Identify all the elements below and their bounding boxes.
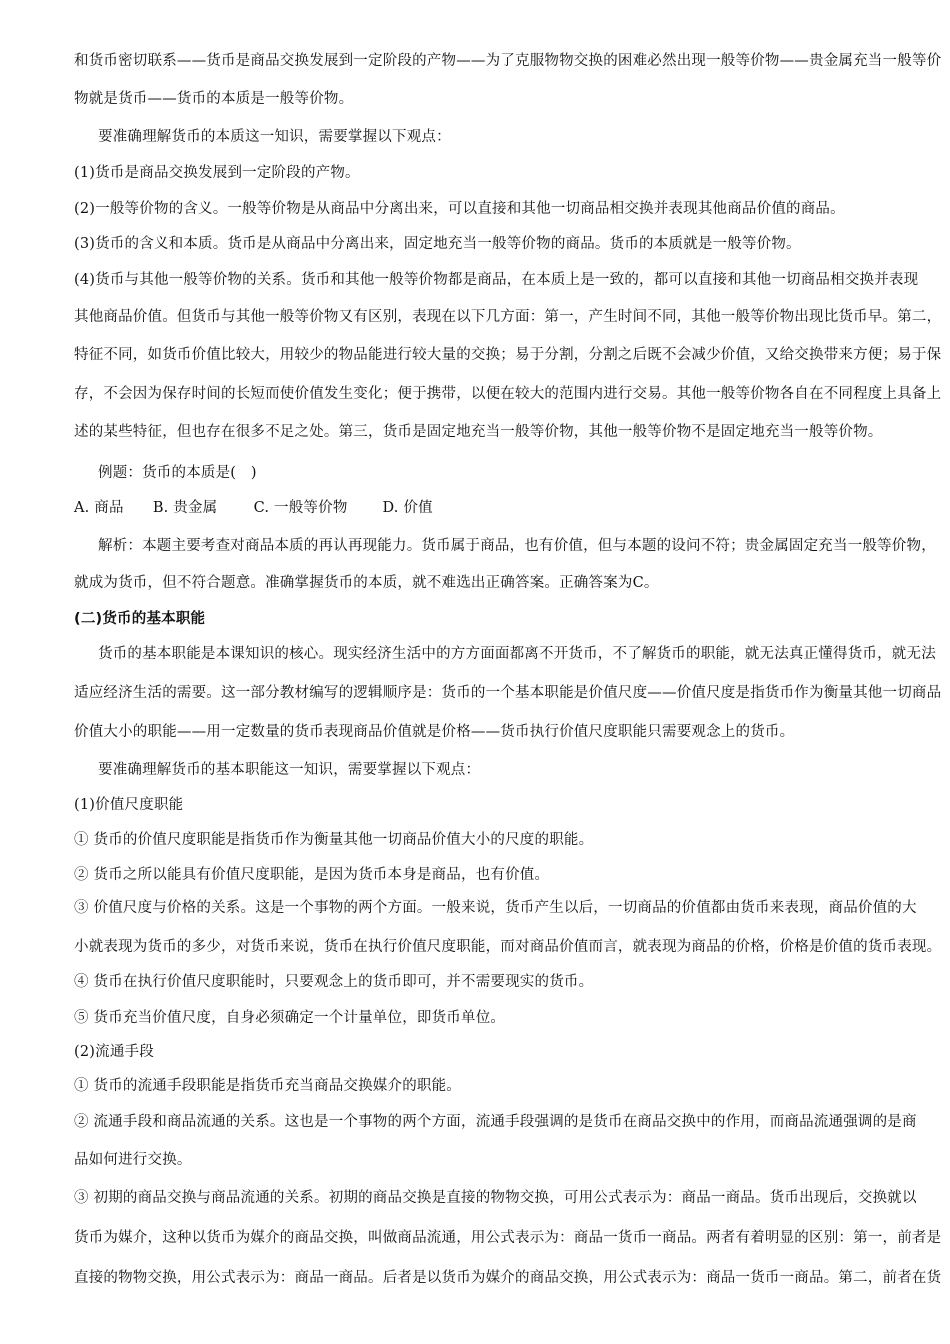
circulation-item-line: ② 流通手段和商品流通的关系。这也是一个事物的两个方面，流通手段强调的是货币在商品交换中的作用，而商品流通强调的是商 <box>74 1114 917 1130</box>
point-3: (3)货币的含义和本质。货币是从商品中分离出来，固定地充当一般等价物的商品。货币的本质就是一般等价物。 <box>74 236 801 252</box>
point-2: (2)一般等价物的含义。一般等价物是从商品中分离出来，可以直接和其他一切商品相交换并表现其他商品价值的商品。 <box>74 201 845 217</box>
circulation-item-line: 品如何进行交换。 <box>74 1152 192 1168</box>
value-measure-item-line: 小就表现为货币的多少，对货币来说，货币在执行价值尺度职能，而对商品价值而言，就表现为商品的价格，价格是价值的货币表现。 <box>74 939 942 955</box>
point-4-line: 存，不会因为保存时间的长短而使价值发生变化；便于携带，以便在较大的范围内进行交易。其他一般等价物各自在不同程度上具备上 <box>74 386 942 402</box>
value-measure-title: (1)价值尺度职能 <box>74 797 184 813</box>
paragraph-line: 物就是货币——货币的本质是一般等价物。 <box>74 91 354 107</box>
section-intro-line: 货币的基本职能是本课知识的核心。现实经济生活中的方方面面都离不开货币，不了解货币的职能，就无法真正懂得货币，就无法 <box>98 646 936 662</box>
section-intro-line: 适应经济生活的需要。这一部分教材编写的逻辑顺序是：货币的一个基本职能是价值尺度——价值尺度是指货币作为衡量其他一切商品 <box>74 685 942 701</box>
section-intro-line: 价值大小的职能——用一定数量的货币表现商品价值就是价格——货币执行价值尺度职能只需要观念上的货币。 <box>74 724 795 740</box>
circulation-title: (2)流通手段 <box>74 1044 154 1060</box>
analysis-line: 就成为货币，但不符合题意。准确掌握货币的本质，就不难选出正确答案。正确答案为C。 <box>74 575 659 591</box>
circulation-item-line: 货币为媒介，这种以货币为媒介的商品交换，叫做商品流通，用公式表示为：商品一货币一商品。两者有着明显的区别：第一，前者是 <box>74 1230 942 1246</box>
circulation-item-line: ③ 初期的商品交换与商品流通的关系。初期的商品交换是直接的物物交换，可用公式表示为：商品一商品。货币出现后，交换就以 <box>74 1190 917 1206</box>
value-measure-item: ① 货币的价值尺度职能是指货币作为衡量其他一切商品价值大小的尺度的职能。 <box>74 832 594 848</box>
value-measure-item: ② 货币之所以能具有价值尺度职能，是因为货币本身是商品，也有价值。 <box>74 867 550 883</box>
point-1: (1)货币是商品交换发展到一定阶段的产物。 <box>74 165 360 181</box>
example-options <box>74 498 433 518</box>
section-need: 要准确理解货币的基本职能这一知识，需要掌握以下观点： <box>98 762 481 778</box>
option-d: D. 价值 <box>382 500 433 516</box>
section-intro: 要准确理解货币的本质这一知识，需要掌握以下观点： <box>98 129 451 145</box>
circulation-item: ① 货币的流通手段职能是指货币充当商品交换媒介的职能。 <box>74 1078 462 1094</box>
option-b: B. 贵金属 <box>152 500 218 516</box>
section-heading: (二)货币的基本职能 <box>74 611 206 627</box>
point-4-line: (4)货币与其他一般等价物的关系。货币和其他一般等价物都是商品，在本质上是一致的，都可以直接和其他一切商品相交换并表现 <box>74 272 919 288</box>
paragraph-line: 和货币密切联系——货币是商品交换发展到一定阶段的产物——为了克服物物交换的困难必然出现一般等价物——贵金属充当一般等价 <box>74 53 942 69</box>
option-a: A. 商品 <box>74 500 124 516</box>
analysis-line: 解析：本题主要考查对商品本质的再认再现能力。货币属于商品，也有价值，但与本题的设问不符；贵金属固定充当一般等价物， <box>98 538 936 554</box>
circulation-item-line: 直接的物物交换，用公式表示为：商品一商品。后者是以货币为媒介的商品交换，用公式表示为：商品一货币一商品。第二，前者在货 <box>74 1270 942 1286</box>
point-4-line: 特征不同，如货币价值比较大，用较少的物品能进行较大量的交换；易于分割，分割之后既不会减少价值，又给交换带来方便；易于保 <box>74 347 942 363</box>
value-measure-item: ④ 货币在执行价值尺度职能时，只要观念上的货币即可，并不需要现实的货币。 <box>74 974 594 990</box>
value-measure-item-line: ③ 价值尺度与价格的关系。这是一个事物的两个方面。一般来说，货币产生以后，一切商品的价值都由货币来表现，商品价值的大 <box>74 900 917 916</box>
value-measure-item: ⑤ 货币充当价值尺度，自身必须确定一个计量单位，即货币单位。 <box>74 1010 506 1026</box>
point-4-line: 其他商品价值。但货币与其他一般等价物又有区别，表现在以下几方面：第一，产生时间不同，其他一般等价物出现比货币早。第二， <box>74 309 942 325</box>
example-question: 例题：货币的本质是( ) <box>98 465 257 481</box>
option-c: C. 一般等价物 <box>253 500 348 516</box>
point-4-line: 述的某些特征，但也存在很多不足之处。第三，货币是固定地充当一般等价物，其他一般等价物不是固定地充当一般等价物。 <box>74 424 883 440</box>
